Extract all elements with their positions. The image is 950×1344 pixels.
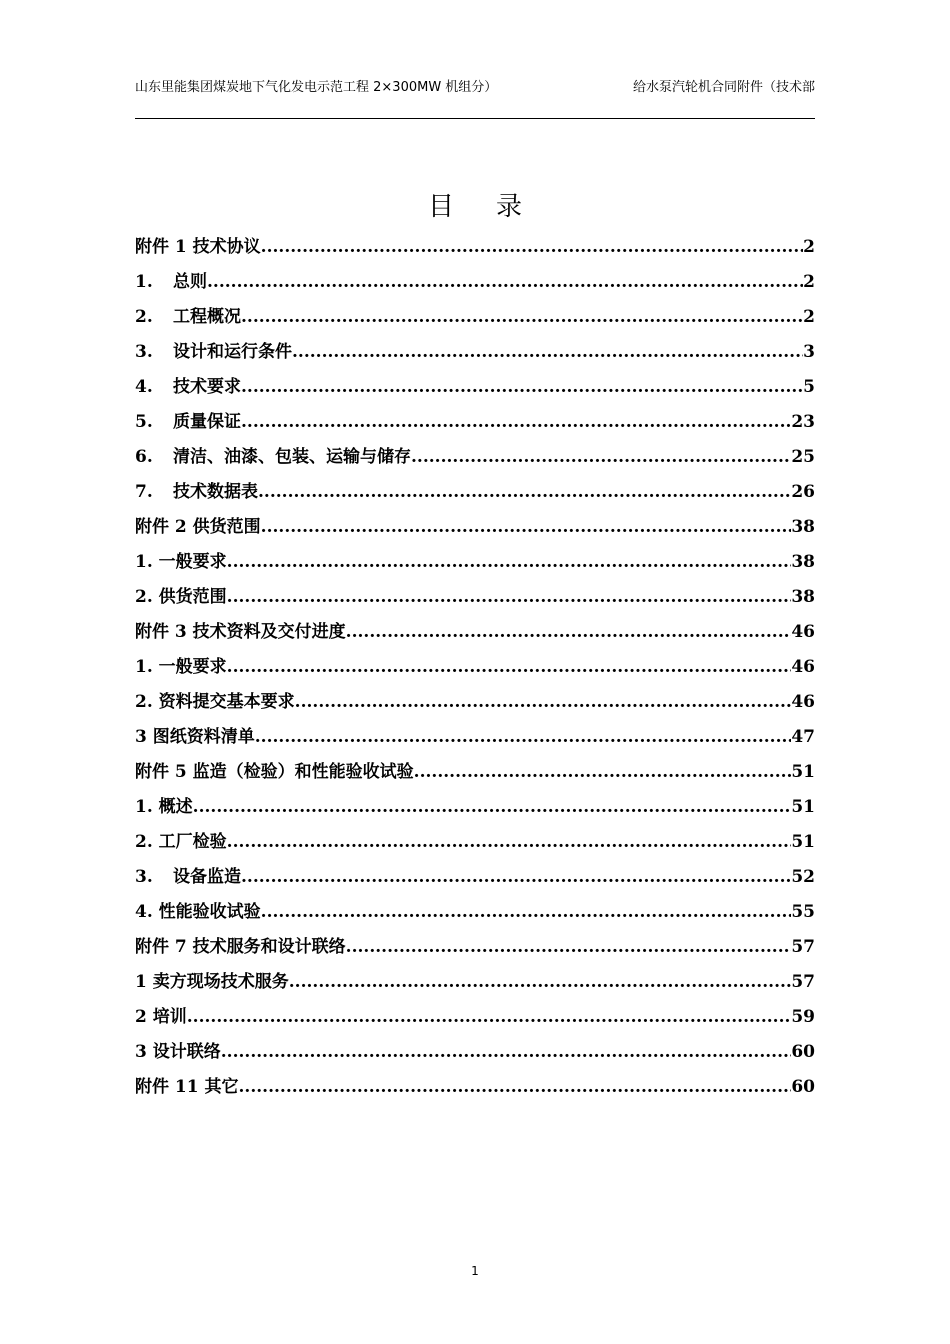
toc-entry[interactable] — [135, 475, 815, 510]
toc-entry-title: 设计和运行条件 — [173, 342, 292, 362]
toc-entry-number: 1. — [135, 272, 153, 292]
toc-entry[interactable] — [135, 230, 815, 265]
toc-entry[interactable] — [135, 510, 815, 545]
toc-dot-leader — [239, 1070, 792, 1105]
toc-entry-page: 46 — [791, 657, 815, 677]
toc-title: 目录 — [427, 192, 564, 222]
toc-entry-page: 55 — [791, 902, 815, 922]
toc-entry-page: 23 — [791, 412, 815, 432]
toc-entry-title: 4. 性能验收试验 — [135, 902, 261, 922]
toc-entry[interactable] — [135, 370, 815, 405]
toc-dot-leader — [241, 300, 803, 335]
toc-dot-leader — [221, 1035, 792, 1070]
toc-entry-title: 附件 3 技术资料及交付进度 — [135, 622, 346, 642]
toc-entry-title: 1. 概述 — [135, 797, 193, 817]
toc-entry-page: 47 — [791, 727, 815, 747]
toc-entry[interactable] — [135, 615, 815, 650]
toc-dot-leader — [241, 860, 791, 895]
toc-entry[interactable] — [135, 300, 815, 335]
toc-entry-title: 附件 11 其它 — [135, 1077, 239, 1097]
toc-entry-title: 总则 — [173, 272, 207, 292]
toc-dot-leader — [346, 615, 792, 650]
toc-entry[interactable] — [135, 1000, 815, 1035]
toc-entry-number: 4. — [135, 377, 153, 397]
toc-dot-leader — [227, 580, 792, 615]
toc-entry-number: 2. — [135, 307, 153, 327]
toc-entry-title: 1. 一般要求 — [135, 657, 227, 677]
toc-entry-title: 附件 5 监造（检验）和性能验收试验 — [135, 762, 414, 782]
toc-entry[interactable] — [135, 650, 815, 685]
toc-dot-leader — [227, 545, 792, 580]
toc-entry-number: 7. — [135, 482, 153, 502]
toc-entry-page: 51 — [791, 797, 815, 817]
toc-dot-leader — [261, 895, 792, 930]
toc-entry[interactable] — [135, 755, 815, 790]
toc-entry[interactable] — [135, 335, 815, 370]
toc-entry-page: 38 — [791, 587, 815, 607]
toc-entry[interactable] — [135, 685, 815, 720]
toc-entry-title: 2. 资料提交基本要求 — [135, 692, 295, 712]
toc-entry-title: 1 卖方现场技术服务 — [135, 972, 289, 992]
toc-entry-page: 46 — [791, 622, 815, 642]
toc-entry-number: 5. — [135, 412, 153, 432]
toc-dot-leader — [258, 475, 791, 510]
toc-entry[interactable] — [135, 265, 815, 300]
page-header — [135, 78, 815, 119]
toc-entry-page: 51 — [791, 762, 815, 782]
toc-dot-leader — [289, 965, 792, 1000]
toc-dot-leader — [241, 370, 803, 405]
toc-entry-page: 25 — [791, 447, 815, 467]
toc-entry-page: 26 — [791, 482, 815, 502]
toc-entry-page: 5 — [803, 377, 815, 397]
header-project-title: 山东里能集团煤炭地下气化发电示范工程 2×300MW 机组分） — [135, 80, 498, 95]
toc-dot-leader — [292, 335, 803, 370]
toc-entry[interactable] — [135, 930, 815, 965]
toc-dot-leader — [261, 510, 792, 545]
toc-dot-leader — [241, 405, 791, 440]
toc-entry-page: 57 — [791, 937, 815, 957]
toc-dot-leader — [207, 265, 803, 300]
toc-entry-page: 2 — [803, 272, 815, 292]
toc-entry-page: 59 — [791, 1007, 815, 1027]
toc-entry-number: 6. — [135, 447, 153, 467]
toc-entry-title: 1. 一般要求 — [135, 552, 227, 572]
toc-entry-title: 附件 7 技术服务和设计联络 — [135, 937, 346, 957]
toc-entry-page: 46 — [791, 692, 815, 712]
toc-dot-leader — [295, 685, 792, 720]
toc-entry-page: 2 — [803, 237, 815, 257]
toc-entry-title: 3 图纸资料清单 — [135, 727, 255, 747]
toc-entry-title: 2. 供货范围 — [135, 587, 227, 607]
toc-entry[interactable] — [135, 405, 815, 440]
toc-dot-leader — [261, 230, 803, 265]
toc-entry-number: 3. — [135, 342, 153, 362]
toc-dot-leader — [255, 720, 792, 755]
toc-entry[interactable] — [135, 825, 815, 860]
toc-entry[interactable] — [135, 1070, 815, 1105]
toc-dot-leader — [227, 650, 792, 685]
toc-entry-title: 质量保证 — [173, 412, 241, 432]
toc-entry-page: 38 — [791, 552, 815, 572]
toc-entry-title: 技术要求 — [173, 377, 241, 397]
toc-entry[interactable] — [135, 1035, 815, 1070]
toc-entry-title: 清洁、油漆、包装、运输与储存 — [173, 447, 411, 467]
table-of-contents — [135, 230, 815, 1105]
toc-entry-page: 38 — [791, 517, 815, 537]
toc-entry-page: 2 — [803, 307, 815, 327]
toc-entry-page: 3 — [803, 342, 815, 362]
toc-entry[interactable] — [135, 895, 815, 930]
header-document-title: 给水泵汽轮机合同附件（技术部 — [632, 80, 815, 95]
toc-entry[interactable] — [135, 440, 815, 475]
toc-dot-leader — [227, 825, 792, 860]
toc-entry[interactable] — [135, 965, 815, 1000]
toc-entry[interactable] — [135, 580, 815, 615]
toc-dot-leader — [193, 790, 792, 825]
toc-entry[interactable] — [135, 720, 815, 755]
toc-dot-leader — [411, 440, 791, 475]
toc-entry-title: 附件 1 技术协议 — [135, 237, 261, 257]
toc-entry-title: 3 设计联络 — [135, 1042, 221, 1062]
toc-entry-title: 2 培训 — [135, 1007, 187, 1027]
toc-dot-leader — [187, 1000, 792, 1035]
toc-entry[interactable] — [135, 545, 815, 580]
toc-entry-page: 60 — [791, 1042, 815, 1062]
toc-entry[interactable] — [135, 860, 815, 895]
toc-entry-page: 57 — [791, 972, 815, 992]
toc-dot-leader — [346, 930, 792, 965]
toc-entry[interactable] — [135, 790, 815, 825]
toc-entry-title: 2. 工厂检验 — [135, 832, 227, 852]
toc-entry-title: 技术数据表 — [173, 482, 258, 502]
toc-entry-page: 51 — [791, 832, 815, 852]
toc-entry-number: 3. — [135, 867, 153, 887]
toc-entry-title: 工程概况 — [173, 307, 241, 327]
toc-dot-leader — [414, 755, 792, 790]
toc-entry-page: 52 — [791, 867, 815, 887]
page-number: 1 — [471, 1264, 479, 1278]
toc-entry-page: 60 — [791, 1077, 815, 1097]
toc-entry-title: 设备监造 — [173, 867, 241, 887]
toc-entry-title: 附件 2 供货范围 — [135, 517, 261, 537]
